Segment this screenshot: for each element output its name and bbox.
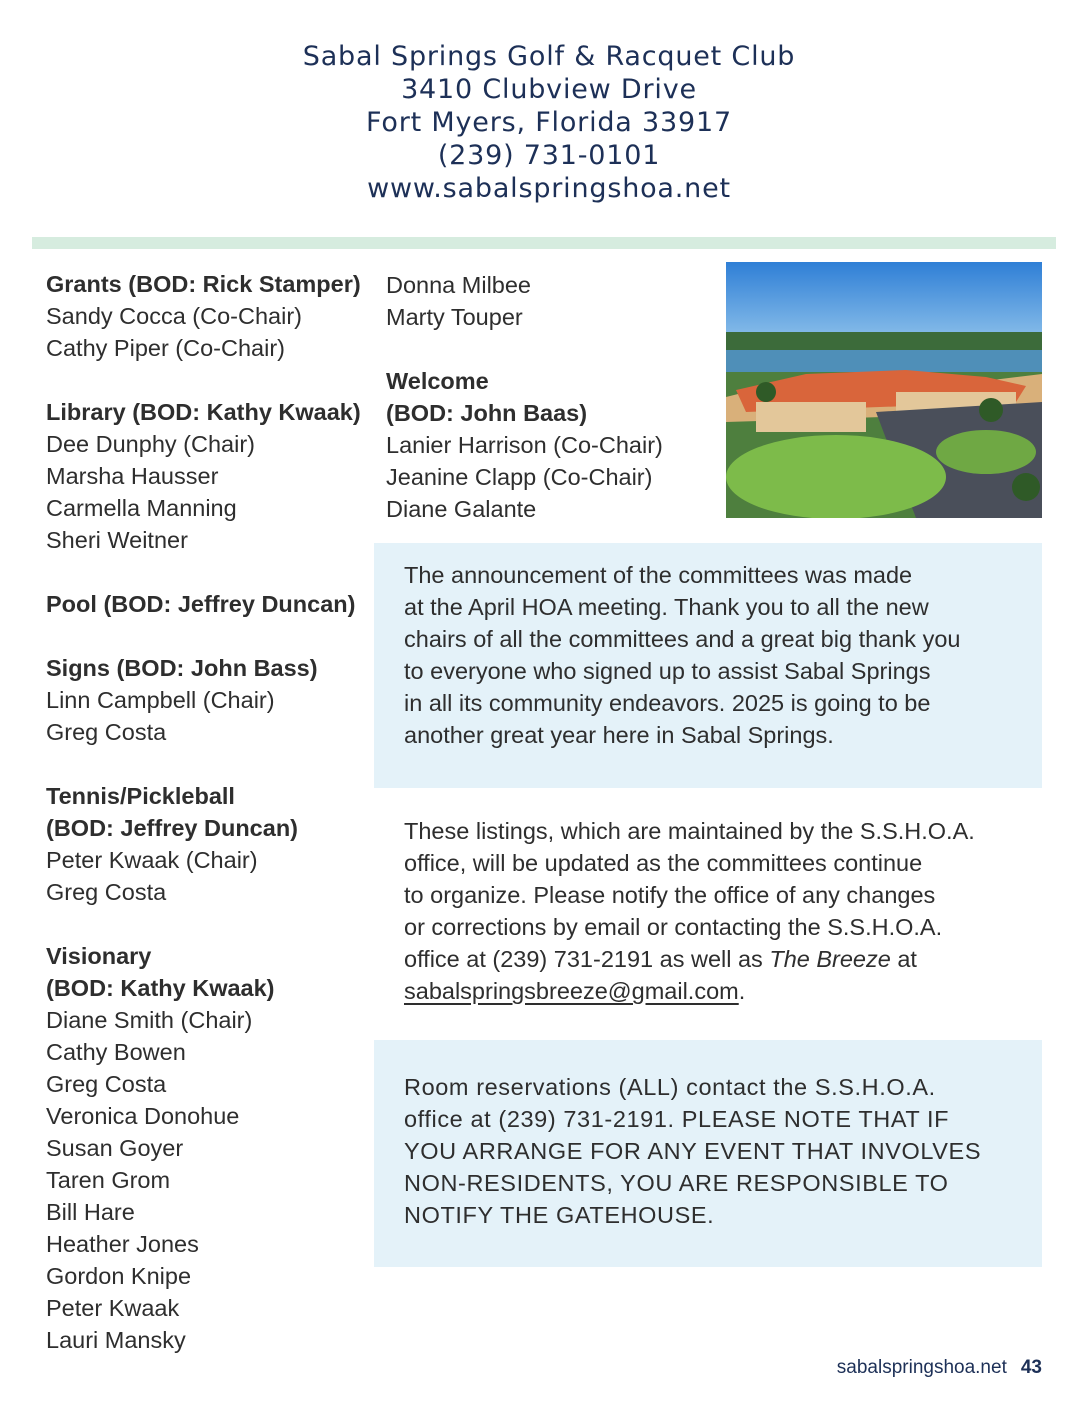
page-number: 43: [1020, 1357, 1042, 1378]
listings-text: office at (239) 731-2191 as well as The Breeze at: [404, 946, 917, 972]
member-name: Veronica Donohue: [46, 1103, 240, 1129]
page-footer: [837, 1357, 1042, 1379]
member-name: Diane Smith (Chair): [46, 1007, 253, 1033]
member-name: Cathy Bowen: [46, 1039, 186, 1065]
member-name: Gordon Knipe: [46, 1263, 192, 1289]
committee-heading-library: Library (BOD: Kathy Kwaak): [46, 399, 361, 425]
committee-list-middle: [386, 269, 706, 525]
announcement-box: [374, 543, 1042, 788]
member-name: Linn Campbell (Chair): [46, 687, 275, 713]
publication-title: The Breeze: [769, 946, 891, 972]
member-name: Taren Grom: [46, 1167, 171, 1193]
listings-text: These listings, which are maintained by the S.S.H.O.A.: [404, 818, 975, 844]
listings-text: office, will be updated as the committees continue: [404, 850, 923, 876]
committee-heading-tennis: Tennis/Pickleball: [46, 783, 235, 809]
announcement-text: at the April HOA meeting. Thank you to all the new: [404, 594, 929, 620]
member-name: Peter Kwaak: [46, 1295, 180, 1321]
member-name: Susan Goyer: [46, 1135, 184, 1161]
member-name: Lanier Harrison (Co-Chair): [386, 432, 663, 458]
member-name: Greg Costa: [46, 1071, 167, 1097]
header-divider: [32, 237, 1056, 249]
announcement-text: another great year here in Sabal Springs.: [404, 722, 834, 748]
email-link[interactable]: sabalspringsbreeze@gmail.com: [404, 978, 739, 1004]
clubhouse-aerial-photo: [726, 262, 1042, 518]
reservations-box: [374, 1040, 1042, 1267]
member-name: Dee Dunphy (Chair): [46, 431, 255, 457]
announcement-text: to everyone who signed up to assist Sabal Springs: [404, 658, 931, 684]
member-name: Greg Costa: [46, 719, 167, 745]
reservations-text: NON-RESIDENTS, YOU ARE RESPONSIBLE TO: [404, 1170, 949, 1196]
reservations-text: office at (239) 731-2191. PLEASE NOTE THAT IF: [404, 1106, 950, 1132]
member-name: Greg Costa: [46, 879, 167, 905]
member-name: Carmella Manning: [46, 495, 237, 521]
reservations-text: NOTIFY THE GATEHOUSE.: [404, 1202, 715, 1228]
listings-box: [374, 815, 1042, 1015]
member-name: Sheri Weitner: [46, 527, 188, 553]
member-name: Sandy Cocca (Co-Chair): [46, 303, 302, 329]
announcement-text: The announcement of the committees was made: [404, 562, 913, 588]
announcement-text: in all its community endeavors. 2025 is going to be: [404, 690, 931, 716]
member-name: Donna Milbee: [386, 272, 532, 298]
committee-list-left: [46, 268, 366, 1356]
member-name: Peter Kwaak (Chair): [46, 847, 258, 873]
footer-site[interactable]: sabalspringshoa.net: [836, 1357, 1007, 1378]
reservations-text: Room reservations (ALL) contact the S.S.H.O.A.: [404, 1074, 936, 1100]
listings-text: to organize. Please notify the office of any changes: [404, 882, 936, 908]
member-name: Marsha Hausser: [46, 463, 219, 489]
club-phone: (239) 731-0101: [437, 140, 661, 171]
member-name: Heather Jones: [46, 1231, 199, 1257]
member-name: Jeanine Clapp (Co-Chair): [386, 464, 653, 490]
reservations-text: YOU ARRANGE FOR ANY EVENT THAT INVOLVES: [404, 1138, 982, 1164]
club-address: 3410 Clubview Drive: [401, 74, 697, 105]
member-name: Lauri Mansky: [46, 1327, 186, 1353]
masthead: [0, 40, 1088, 205]
committee-heading-tennis-bod: (BOD: Jeffrey Duncan): [46, 815, 299, 841]
member-name: Marty Touper: [386, 304, 523, 330]
club-website[interactable]: www.sabalspringshoa.net: [367, 173, 731, 204]
committee-heading-signs: Signs (BOD: John Bass): [46, 655, 318, 681]
member-name: Bill Hare: [46, 1199, 135, 1225]
committee-heading-visionary: Visionary: [46, 943, 152, 969]
club-name: Sabal Springs Golf & Racquet Club: [302, 41, 796, 72]
member-name: Diane Galante: [386, 496, 537, 522]
member-name: Cathy Piper (Co-Chair): [46, 335, 285, 361]
committee-heading-pool: Pool (BOD: Jeffrey Duncan): [46, 591, 356, 617]
committee-heading-visionary-bod: (BOD: Kathy Kwaak): [46, 975, 275, 1001]
committee-heading-grants: Grants (BOD: Rick Stamper): [46, 271, 361, 297]
listings-text: sabalspringsbreeze@gmail.com.: [404, 978, 746, 1004]
listings-text: or corrections by email or contacting the S.S.H.O.A.: [404, 914, 943, 940]
committee-heading-welcome-bod: (BOD: John Baas): [386, 400, 588, 426]
club-city: Fort Myers, Florida 33917: [366, 107, 732, 138]
committee-heading-welcome: Welcome: [386, 368, 489, 394]
announcement-text: chairs of all the committees and a great big thank you: [404, 626, 961, 652]
